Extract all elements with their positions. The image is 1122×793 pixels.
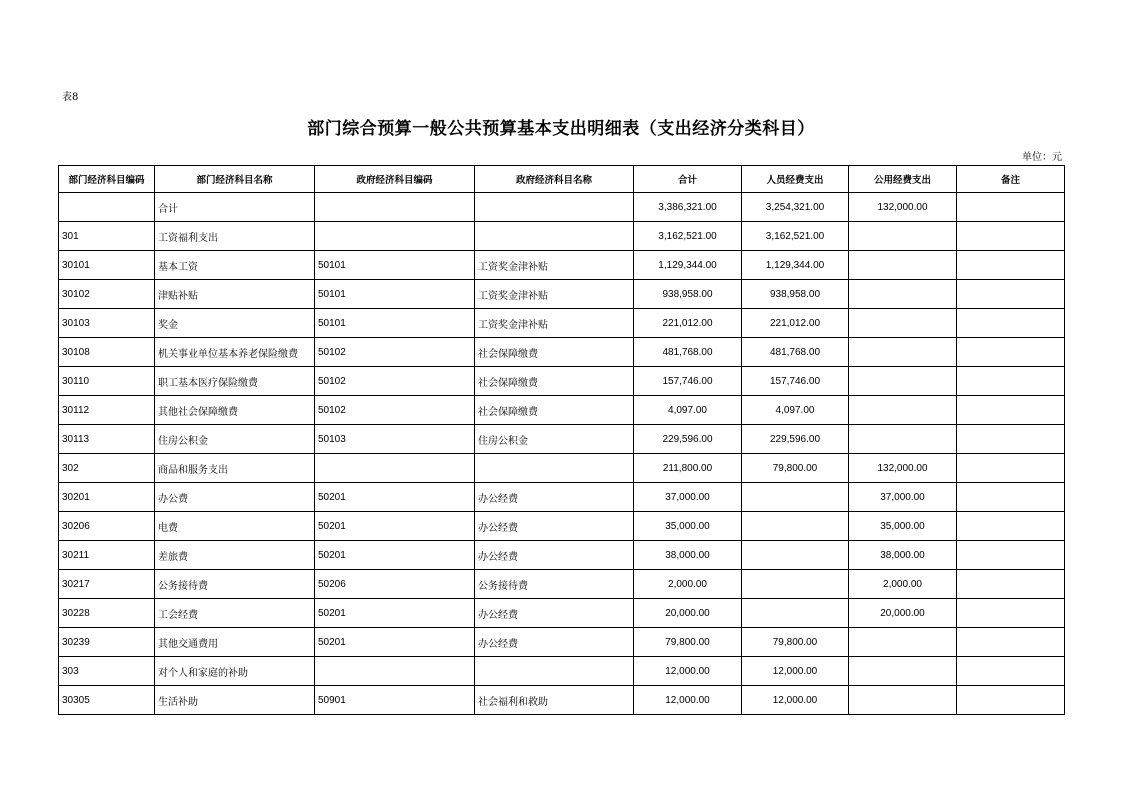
cell-gov-code: 50201 xyxy=(315,541,475,570)
cell-gov-code: 50101 xyxy=(315,280,475,309)
cell-gov-code xyxy=(315,222,475,251)
cell-gov-code: 50201 xyxy=(315,512,475,541)
cell-total: 12,000.00 xyxy=(634,686,742,715)
cell-public: 37,000.00 xyxy=(849,483,957,512)
cell-gov-name: 工资奖金津补贴 xyxy=(475,251,634,280)
cell-personnel: 938,958.00 xyxy=(742,280,849,309)
cell-note xyxy=(957,425,1065,454)
cell-public: 38,000.00 xyxy=(849,541,957,570)
cell-dept-code: 30102 xyxy=(59,280,155,309)
cell-dept-name: 机关事业单位基本养老保险缴费 xyxy=(155,338,315,367)
cell-note xyxy=(957,193,1065,222)
cell-gov-name: 社会保障缴费 xyxy=(475,367,634,396)
cell-total: 12,000.00 xyxy=(634,657,742,686)
cell-gov-code: 50201 xyxy=(315,599,475,628)
table-row xyxy=(59,512,1065,541)
cell-gov-name: 工资奖金津补贴 xyxy=(475,309,634,338)
cell-note xyxy=(957,338,1065,367)
cell-total: 938,958.00 xyxy=(634,280,742,309)
cell-gov-name xyxy=(475,657,634,686)
cell-personnel xyxy=(742,512,849,541)
cell-dept-code: 303 xyxy=(59,657,155,686)
table-row xyxy=(59,193,1065,222)
budget-detail-table xyxy=(58,165,1065,715)
table-row xyxy=(59,338,1065,367)
cell-personnel: 221,012.00 xyxy=(742,309,849,338)
cell-total: 38,000.00 xyxy=(634,541,742,570)
cell-personnel: 3,254,321.00 xyxy=(742,193,849,222)
cell-public: 35,000.00 xyxy=(849,512,957,541)
cell-gov-code: 50102 xyxy=(315,396,475,425)
cell-public xyxy=(849,628,957,657)
cell-note xyxy=(957,251,1065,280)
cell-dept-name: 办公费 xyxy=(155,483,315,512)
cell-dept-code: 30110 xyxy=(59,367,155,396)
cell-note xyxy=(957,280,1065,309)
table-number-label: 表8 xyxy=(62,92,79,103)
table-body xyxy=(59,193,1065,715)
cell-personnel: 12,000.00 xyxy=(742,657,849,686)
cell-dept-code xyxy=(59,193,155,222)
cell-note xyxy=(957,222,1065,251)
cell-dept-name: 职工基本医疗保险缴费 xyxy=(155,367,315,396)
cell-dept-name: 工资福利支出 xyxy=(155,222,315,251)
cell-dept-code: 30201 xyxy=(59,483,155,512)
table-row xyxy=(59,483,1065,512)
cell-dept-code: 30211 xyxy=(59,541,155,570)
table-row xyxy=(59,657,1065,686)
cell-total: 37,000.00 xyxy=(634,483,742,512)
cell-personnel xyxy=(742,483,849,512)
cell-public: 132,000.00 xyxy=(849,454,957,483)
cell-note xyxy=(957,483,1065,512)
cell-personnel: 157,746.00 xyxy=(742,367,849,396)
cell-dept-name: 工会经费 xyxy=(155,599,315,628)
cell-gov-name: 办公经费 xyxy=(475,541,634,570)
cell-dept-code: 30217 xyxy=(59,570,155,599)
cell-dept-name: 公务接待费 xyxy=(155,570,315,599)
table-row xyxy=(59,599,1065,628)
cell-note xyxy=(957,512,1065,541)
header-gov-name: 政府经济科目名称 xyxy=(475,166,634,193)
cell-personnel: 3,162,521.00 xyxy=(742,222,849,251)
cell-gov-code: 50103 xyxy=(315,425,475,454)
cell-personnel xyxy=(742,570,849,599)
cell-total: 3,386,321.00 xyxy=(634,193,742,222)
document-title: 部门综合预算一般公共预算基本支出明细表（支出经济分类科目） xyxy=(307,119,815,139)
cell-dept-code: 30206 xyxy=(59,512,155,541)
cell-dept-code: 30108 xyxy=(59,338,155,367)
cell-personnel: 4,097.00 xyxy=(742,396,849,425)
header-public: 公用经费支出 xyxy=(849,166,957,193)
header-dept-name: 部门经济科目名称 xyxy=(155,166,315,193)
cell-gov-name xyxy=(475,193,634,222)
table-row xyxy=(59,367,1065,396)
cell-total: 1,129,344.00 xyxy=(634,251,742,280)
cell-dept-code: 30305 xyxy=(59,686,155,715)
cell-dept-code: 301 xyxy=(59,222,155,251)
cell-note xyxy=(957,454,1065,483)
cell-dept-name: 其他交通费用 xyxy=(155,628,315,657)
cell-gov-code xyxy=(315,657,475,686)
cell-dept-name: 差旅费 xyxy=(155,541,315,570)
cell-public xyxy=(849,280,957,309)
cell-public xyxy=(849,425,957,454)
cell-total: 35,000.00 xyxy=(634,512,742,541)
cell-gov-name: 办公经费 xyxy=(475,483,634,512)
cell-personnel: 229,596.00 xyxy=(742,425,849,454)
cell-total: 481,768.00 xyxy=(634,338,742,367)
table-row xyxy=(59,425,1065,454)
cell-dept-code: 30113 xyxy=(59,425,155,454)
cell-total: 157,746.00 xyxy=(634,367,742,396)
cell-note xyxy=(957,541,1065,570)
header-gov-code: 政府经济科目编码 xyxy=(315,166,475,193)
header-total: 合计 xyxy=(634,166,742,193)
cell-note xyxy=(957,367,1065,396)
cell-personnel: 481,768.00 xyxy=(742,338,849,367)
cell-gov-name: 社会福利和救助 xyxy=(475,686,634,715)
cell-gov-code: 50102 xyxy=(315,367,475,396)
cell-gov-code: 50101 xyxy=(315,309,475,338)
cell-total: 20,000.00 xyxy=(634,599,742,628)
table-row xyxy=(59,454,1065,483)
cell-dept-name: 住房公积金 xyxy=(155,425,315,454)
cell-personnel xyxy=(742,599,849,628)
header-personnel: 人员经费支出 xyxy=(742,166,849,193)
cell-gov-code xyxy=(315,193,475,222)
cell-gov-name: 住房公积金 xyxy=(475,425,634,454)
cell-personnel xyxy=(742,541,849,570)
cell-note xyxy=(957,686,1065,715)
cell-public xyxy=(849,367,957,396)
cell-total: 4,097.00 xyxy=(634,396,742,425)
cell-personnel: 1,129,344.00 xyxy=(742,251,849,280)
cell-personnel: 12,000.00 xyxy=(742,686,849,715)
header-note: 备注 xyxy=(957,166,1065,193)
cell-gov-name: 办公经费 xyxy=(475,628,634,657)
cell-dept-code: 30239 xyxy=(59,628,155,657)
header-dept-code: 部门经济科目编码 xyxy=(59,166,155,193)
cell-dept-name: 对个人和家庭的补助 xyxy=(155,657,315,686)
cell-dept-code: 30112 xyxy=(59,396,155,425)
cell-public xyxy=(849,338,957,367)
cell-total: 79,800.00 xyxy=(634,628,742,657)
cell-total: 2,000.00 xyxy=(634,570,742,599)
unit-label: 单位：元 xyxy=(1022,152,1062,163)
cell-dept-name: 电费 xyxy=(155,512,315,541)
cell-dept-code: 302 xyxy=(59,454,155,483)
table-row xyxy=(59,396,1065,425)
cell-total: 3,162,521.00 xyxy=(634,222,742,251)
table-row xyxy=(59,222,1065,251)
cell-gov-name: 社会保障缴费 xyxy=(475,396,634,425)
cell-gov-code: 50206 xyxy=(315,570,475,599)
cell-dept-name: 商品和服务支出 xyxy=(155,454,315,483)
cell-public xyxy=(849,222,957,251)
cell-gov-name: 办公经费 xyxy=(475,599,634,628)
cell-note xyxy=(957,309,1065,338)
cell-dept-name: 其他社会保障缴费 xyxy=(155,396,315,425)
cell-dept-name: 生活补助 xyxy=(155,686,315,715)
cell-gov-code xyxy=(315,454,475,483)
cell-gov-code: 50201 xyxy=(315,628,475,657)
table-row xyxy=(59,541,1065,570)
cell-dept-name: 奖金 xyxy=(155,309,315,338)
cell-gov-code: 50201 xyxy=(315,483,475,512)
cell-gov-code: 50102 xyxy=(315,338,475,367)
table-row xyxy=(59,570,1065,599)
table-row xyxy=(59,309,1065,338)
cell-public: 20,000.00 xyxy=(849,599,957,628)
cell-public: 2,000.00 xyxy=(849,570,957,599)
table-row xyxy=(59,251,1065,280)
cell-personnel: 79,800.00 xyxy=(742,454,849,483)
cell-dept-code: 30101 xyxy=(59,251,155,280)
table-row xyxy=(59,686,1065,715)
cell-gov-name: 社会保障缴费 xyxy=(475,338,634,367)
cell-gov-code: 50101 xyxy=(315,251,475,280)
cell-dept-name: 基本工资 xyxy=(155,251,315,280)
cell-personnel: 79,800.00 xyxy=(742,628,849,657)
cell-total: 221,012.00 xyxy=(634,309,742,338)
cell-note xyxy=(957,657,1065,686)
cell-dept-code: 30228 xyxy=(59,599,155,628)
cell-gov-name xyxy=(475,222,634,251)
cell-gov-name: 公务接待费 xyxy=(475,570,634,599)
cell-note xyxy=(957,628,1065,657)
cell-total: 229,596.00 xyxy=(634,425,742,454)
cell-dept-code: 30103 xyxy=(59,309,155,338)
cell-total: 211,800.00 xyxy=(634,454,742,483)
cell-public xyxy=(849,657,957,686)
table-header-row xyxy=(59,166,1065,193)
cell-gov-name xyxy=(475,454,634,483)
cell-public xyxy=(849,686,957,715)
cell-gov-name: 办公经费 xyxy=(475,512,634,541)
cell-dept-name: 合计 xyxy=(155,193,315,222)
cell-note xyxy=(957,599,1065,628)
cell-note xyxy=(957,570,1065,599)
cell-gov-name: 工资奖金津补贴 xyxy=(475,280,634,309)
table-row xyxy=(59,280,1065,309)
cell-public xyxy=(849,251,957,280)
cell-public xyxy=(849,309,957,338)
cell-gov-code: 50901 xyxy=(315,686,475,715)
cell-public: 132,000.00 xyxy=(849,193,957,222)
table-row xyxy=(59,628,1065,657)
cell-note xyxy=(957,396,1065,425)
cell-public xyxy=(849,396,957,425)
cell-dept-name: 津贴补贴 xyxy=(155,280,315,309)
